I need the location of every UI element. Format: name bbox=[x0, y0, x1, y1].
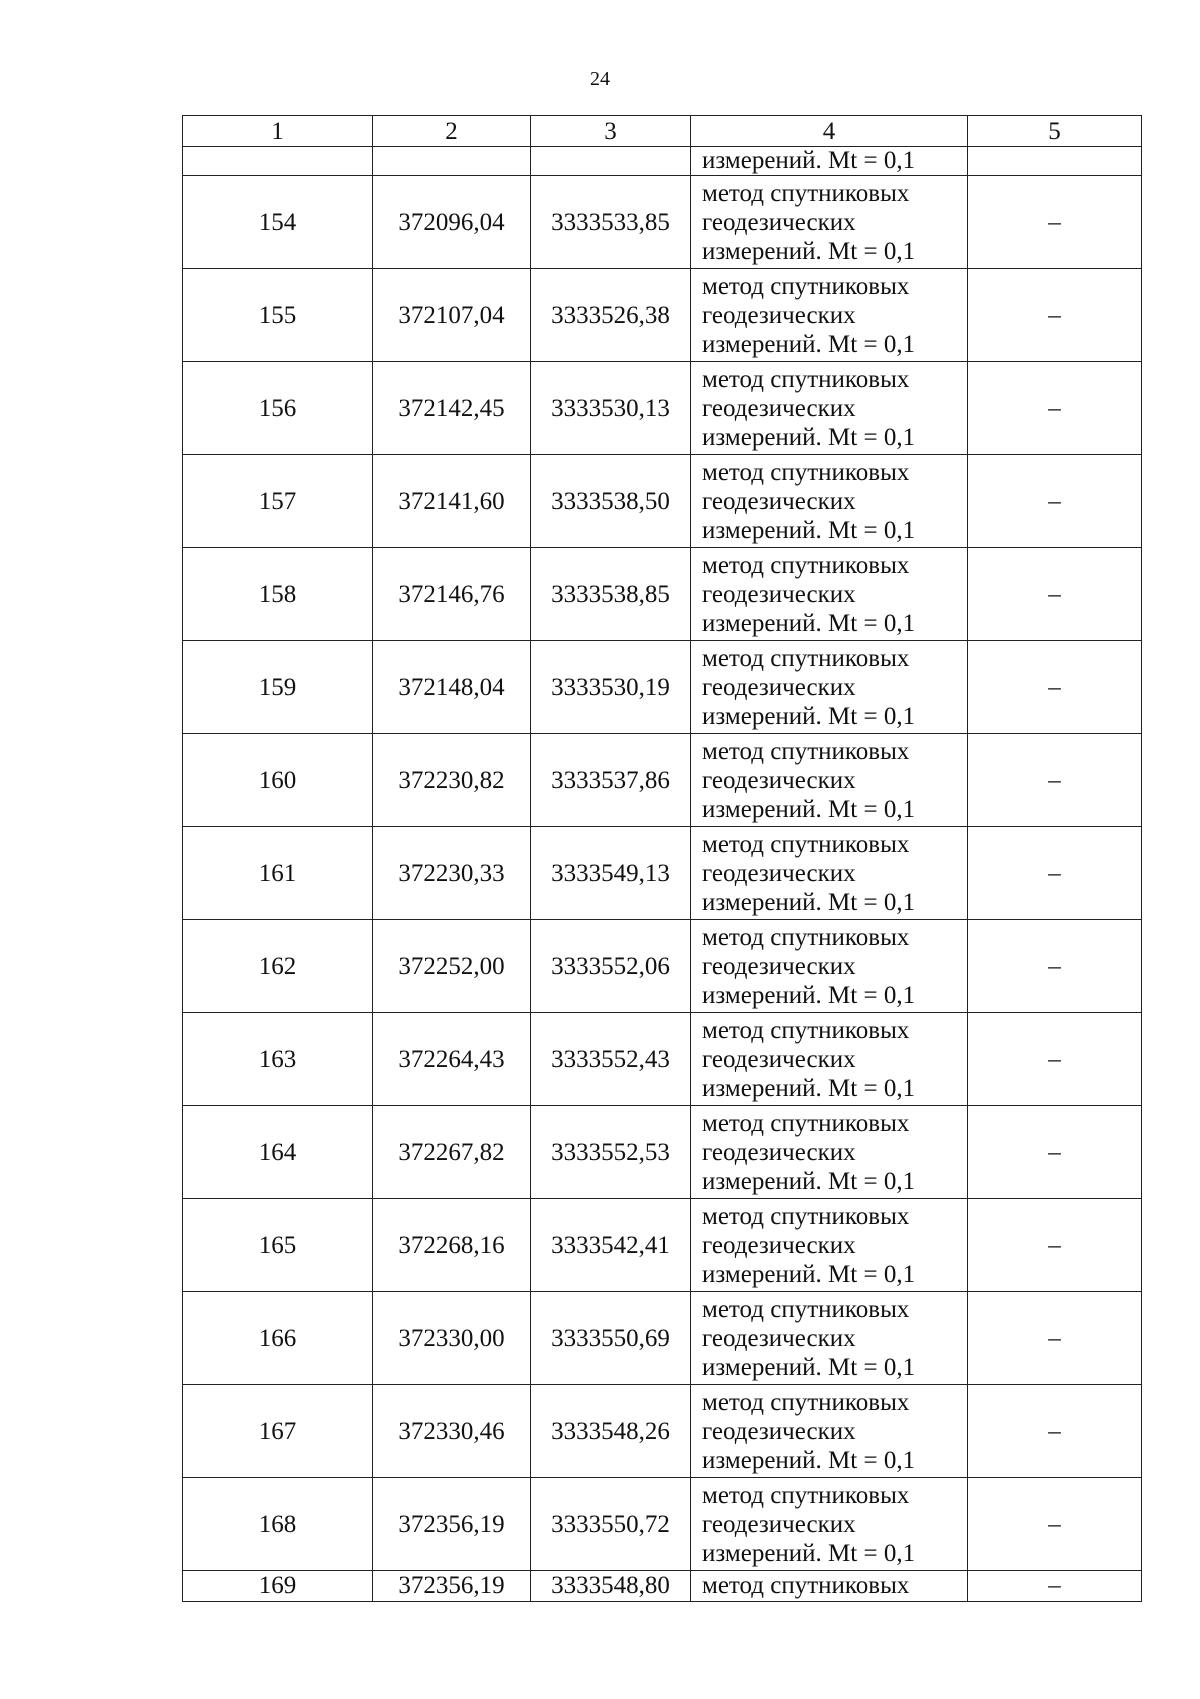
cell-col5: – bbox=[968, 269, 1142, 362]
cell-method bbox=[691, 548, 968, 641]
cell-num: 160 bbox=[183, 734, 373, 827]
cell-method bbox=[691, 1013, 968, 1106]
method-line: геодезических bbox=[702, 859, 856, 887]
cell-method bbox=[691, 827, 968, 920]
cell-num: 164 bbox=[183, 1106, 373, 1199]
method-line: измерений. Mt = 0,1 bbox=[702, 1074, 916, 1102]
method-line: измерений. Mt = 0,1 bbox=[702, 1353, 916, 1381]
cell-x: 372141,60 bbox=[373, 455, 531, 548]
method-line: измерений. Mt = 0,1 bbox=[702, 702, 916, 730]
method-line: измерений. Mt = 0,1 bbox=[702, 1260, 916, 1288]
cell-y: 3333530,19 bbox=[531, 641, 691, 734]
cell-y: 3333538,85 bbox=[531, 548, 691, 641]
method-line: метод спутниковых bbox=[702, 1295, 910, 1323]
cell-y: 3333548,26 bbox=[531, 1385, 691, 1478]
header-col-5: 5 bbox=[968, 116, 1142, 147]
table-row bbox=[183, 269, 1142, 362]
cell-col5: – bbox=[968, 362, 1142, 455]
method-line: измерений. Mt = 0,1 bbox=[702, 1446, 916, 1474]
cell-num: 165 bbox=[183, 1199, 373, 1292]
method-line: геодезических bbox=[702, 580, 856, 608]
cell-col5: – bbox=[968, 734, 1142, 827]
cell-y bbox=[531, 147, 691, 176]
method-line: метод спутниковых bbox=[702, 1388, 910, 1416]
cell-num: 161 bbox=[183, 827, 373, 920]
cell-method bbox=[691, 1385, 968, 1478]
cell-y: 3333550,69 bbox=[531, 1292, 691, 1385]
cell-col5: – bbox=[968, 641, 1142, 734]
method-line: геодезических bbox=[702, 673, 856, 701]
cell-y: 3333526,38 bbox=[531, 269, 691, 362]
method-line: измерений. Mt = 0,1 bbox=[702, 888, 916, 916]
cell-y: 3333538,50 bbox=[531, 455, 691, 548]
cell-y: 3333548,80 bbox=[531, 1571, 691, 1602]
cell-col5: – bbox=[968, 548, 1142, 641]
cell-y: 3333552,06 bbox=[531, 920, 691, 1013]
cell-x: 372356,19 bbox=[373, 1571, 531, 1602]
cell-x: 372268,16 bbox=[373, 1199, 531, 1292]
cell-x: 372252,00 bbox=[373, 920, 531, 1013]
cell-method: метод спутниковых bbox=[691, 1571, 968, 1602]
cell-method bbox=[691, 1199, 968, 1292]
method-line: метод спутниковых bbox=[702, 179, 910, 207]
method-line: геодезических bbox=[702, 952, 856, 980]
cell-y: 3333533,85 bbox=[531, 176, 691, 269]
cell-x: 372330,00 bbox=[373, 1292, 531, 1385]
method-line: метод спутниковых bbox=[702, 737, 910, 765]
cell-x: 372230,82 bbox=[373, 734, 531, 827]
method-line: измерений. Mt = 0,1 bbox=[702, 516, 916, 544]
method-line: метод спутниковых bbox=[702, 1109, 910, 1137]
header-row bbox=[183, 116, 1142, 147]
method-line: измерений. Mt = 0,1 bbox=[702, 981, 916, 1009]
cell-col5: – bbox=[968, 827, 1142, 920]
table-row bbox=[183, 1292, 1142, 1385]
cell-col5: – bbox=[968, 176, 1142, 269]
cell-col5: – bbox=[968, 1478, 1142, 1571]
method-line: метод спутниковых bbox=[702, 1481, 910, 1509]
coordinates-table bbox=[182, 115, 1142, 1602]
table-row bbox=[183, 1385, 1142, 1478]
cell-num bbox=[183, 147, 373, 176]
page-number: 24 bbox=[590, 68, 610, 90]
cell-col5: – bbox=[968, 920, 1142, 1013]
method-line: метод спутниковых bbox=[702, 551, 910, 579]
cell-x: 372330,46 bbox=[373, 1385, 531, 1478]
header-col-4: 4 bbox=[691, 116, 968, 147]
method-line: метод спутниковых bbox=[702, 644, 910, 672]
cell-y: 3333549,13 bbox=[531, 827, 691, 920]
cell-col5 bbox=[968, 147, 1142, 176]
table-row bbox=[183, 362, 1142, 455]
cell-num: 158 bbox=[183, 548, 373, 641]
cell-col5: – bbox=[968, 455, 1142, 548]
method-line: метод спутниковых bbox=[702, 458, 910, 486]
method-line: метод спутниковых bbox=[702, 1202, 910, 1230]
cell-x: 372148,04 bbox=[373, 641, 531, 734]
method-line: измерений. Mt = 0,1 bbox=[702, 1539, 916, 1567]
cell-method bbox=[691, 362, 968, 455]
table-body bbox=[183, 147, 1142, 1602]
cell-y: 3333552,43 bbox=[531, 1013, 691, 1106]
method-line: геодезических bbox=[702, 1138, 856, 1166]
cell-num: 157 bbox=[183, 455, 373, 548]
table-row bbox=[183, 1199, 1142, 1292]
table-row bbox=[183, 1478, 1142, 1571]
cell-x bbox=[373, 147, 531, 176]
header-col-2: 2 bbox=[373, 116, 531, 147]
cell-method: измерений. Mt = 0,1 bbox=[691, 147, 968, 176]
table-row bbox=[183, 827, 1142, 920]
cell-y: 3333552,53 bbox=[531, 1106, 691, 1199]
method-line: измерений. Mt = 0,1 bbox=[702, 795, 916, 823]
cell-col5: – bbox=[968, 1385, 1142, 1478]
cell-col5: – bbox=[968, 1106, 1142, 1199]
method-line: метод спутниковых bbox=[702, 272, 910, 300]
table-row bbox=[183, 920, 1142, 1013]
table-row bbox=[183, 1106, 1142, 1199]
table-row bbox=[183, 455, 1142, 548]
table-header bbox=[183, 116, 1142, 147]
cell-method bbox=[691, 734, 968, 827]
cell-x: 372142,45 bbox=[373, 362, 531, 455]
method-line: геодезических bbox=[702, 487, 856, 515]
cell-x: 372264,43 bbox=[373, 1013, 531, 1106]
cell-y: 3333530,13 bbox=[531, 362, 691, 455]
cell-x: 372107,04 bbox=[373, 269, 531, 362]
cell-x: 372267,82 bbox=[373, 1106, 531, 1199]
header-col-3: 3 bbox=[531, 116, 691, 147]
table-row bbox=[183, 1571, 1142, 1602]
method-line: геодезических bbox=[702, 1510, 856, 1538]
cell-num: 169 bbox=[183, 1571, 373, 1602]
cell-y: 3333537,86 bbox=[531, 734, 691, 827]
table-row bbox=[183, 734, 1142, 827]
method-line: геодезических bbox=[702, 766, 856, 794]
method-line: измерений. Mt = 0,1 bbox=[702, 330, 916, 358]
cell-col5: – bbox=[968, 1199, 1142, 1292]
cell-method bbox=[691, 269, 968, 362]
table-row bbox=[183, 1013, 1142, 1106]
method-line: геодезических bbox=[702, 1045, 856, 1073]
cell-method bbox=[691, 1106, 968, 1199]
cell-x: 372356,19 bbox=[373, 1478, 531, 1571]
cell-num: 159 bbox=[183, 641, 373, 734]
method-line: измерений. Mt = 0,1 bbox=[702, 237, 916, 265]
cell-method bbox=[691, 1292, 968, 1385]
cell-method bbox=[691, 176, 968, 269]
cell-col5: – bbox=[968, 1292, 1142, 1385]
cell-x: 372146,76 bbox=[373, 548, 531, 641]
method-line: геодезических bbox=[702, 208, 856, 236]
table-row bbox=[183, 548, 1142, 641]
method-line: измерений. Mt = 0,1 bbox=[702, 423, 916, 451]
cell-y: 3333550,72 bbox=[531, 1478, 691, 1571]
method-line: геодезических bbox=[702, 1231, 856, 1259]
method-line: измерений. Mt = 0,1 bbox=[702, 609, 916, 637]
cell-num: 166 bbox=[183, 1292, 373, 1385]
method-line: геодезических bbox=[702, 1417, 856, 1445]
cell-x: 372096,04 bbox=[373, 176, 531, 269]
method-line: метод спутниковых bbox=[702, 1016, 910, 1044]
cell-method bbox=[691, 920, 968, 1013]
method-line: метод спутниковых bbox=[702, 365, 910, 393]
cell-num: 167 bbox=[183, 1385, 373, 1478]
method-line: метод спутниковых bbox=[702, 923, 910, 951]
table-row bbox=[183, 176, 1142, 269]
method-line: метод спутниковых bbox=[702, 830, 910, 858]
cell-method bbox=[691, 455, 968, 548]
cell-num: 163 bbox=[183, 1013, 373, 1106]
cell-num: 154 bbox=[183, 176, 373, 269]
table-row bbox=[183, 641, 1142, 734]
cell-x: 372230,33 bbox=[373, 827, 531, 920]
cell-num: 156 bbox=[183, 362, 373, 455]
method-line: геодезических bbox=[702, 301, 856, 329]
cell-num: 168 bbox=[183, 1478, 373, 1571]
method-line: геодезических bbox=[702, 1324, 856, 1352]
header-col-1: 1 bbox=[183, 116, 373, 147]
cell-col5: – bbox=[968, 1013, 1142, 1106]
cell-method bbox=[691, 641, 968, 734]
cell-col5: – bbox=[968, 1571, 1142, 1602]
method-line: измерений. Mt = 0,1 bbox=[702, 1167, 916, 1195]
cell-num: 162 bbox=[183, 920, 373, 1013]
method-line: геодезических bbox=[702, 394, 856, 422]
cell-y: 3333542,41 bbox=[531, 1199, 691, 1292]
cell-method bbox=[691, 1478, 968, 1571]
cell-num: 155 bbox=[183, 269, 373, 362]
continuation-row bbox=[183, 147, 1142, 176]
